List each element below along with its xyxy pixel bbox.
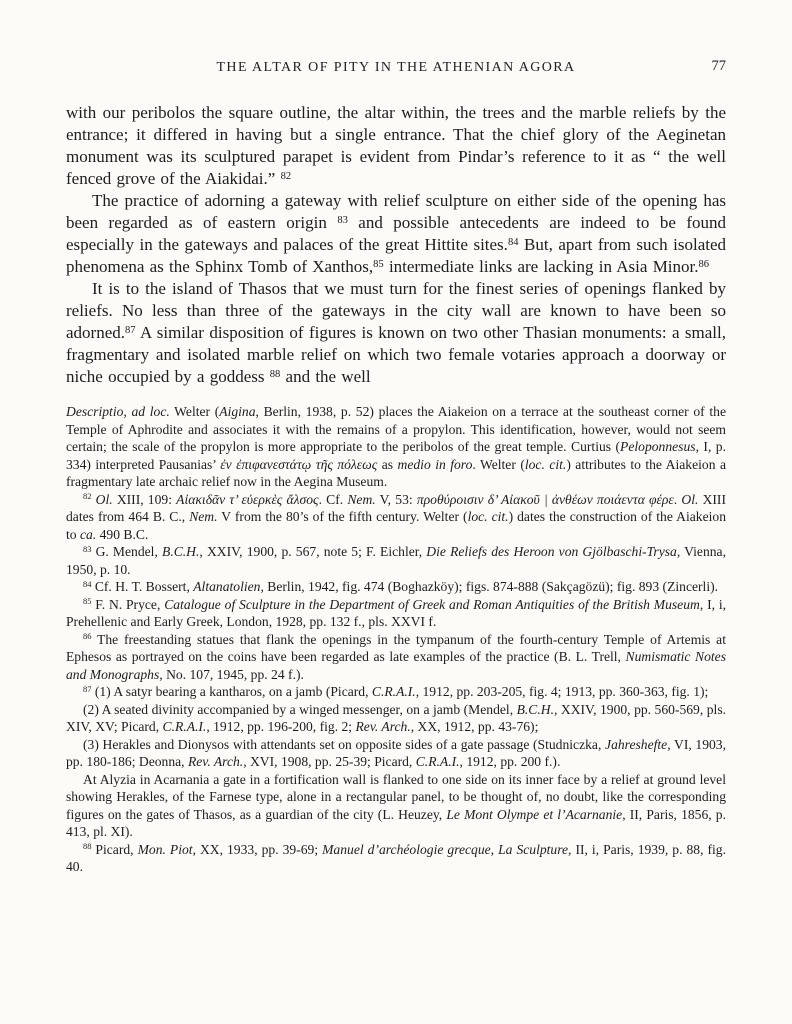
footnote-87-item-1 [66,683,726,701]
footnote-ref: 82 [280,170,292,182]
text-run: , I, i, Prehellenic and Early Greek, London, 1928, pp. 132 f., pls. XXVI f. [66,596,727,629]
text-run: , XXIV, 1900, pp. 560-569, pls. XIV, XV; Picard, [66,701,727,734]
text-run: Numismatic Notes and Monographs [66,649,726,682]
footnote-82 [66,491,726,544]
footnote-ref: 87 [83,683,92,694]
footnote-ref: 86 [698,258,710,270]
text-run: Welter ( [169,404,220,419]
footnote-87-item-3 [66,736,726,771]
text-run: and the well [280,367,371,386]
text-run: Jahreshefte [605,736,668,752]
text-run: (2) A seated divinity accompanied by a winged messenger, on a jamb (Mendel, [83,701,517,717]
text-run: Ol. [95,491,113,507]
text-run: , XX, 1912, pp. 43-76); [410,719,539,734]
text-run: Αἰακιδᾶν τ’ εὐερκὲς ἄλσος [176,491,319,507]
text-run: Nem. [347,491,376,507]
text-run: V from the 80’s of the fifth century. Welter ( [217,509,468,524]
text-run: . [673,491,682,507]
text-run: , XXIV, 1900, p. 567, note 5; F. Eichler, [199,544,427,559]
text-run: Cf. H. T. Bossert, [91,579,194,594]
text-run: A similar disposition of figures is known on two other Thasian monuments: a small, fragmentary and isolated marble relief on which two female votaries approach a doorway or niche occupied by a goddess [66,323,726,386]
text-run: B.C.H. [162,544,200,559]
body-text [66,102,726,388]
text-run: . Welter ( [472,456,525,472]
body-paragraph-2 [66,190,726,278]
footnote-84 [66,578,726,596]
text-run: , No. 107, 1945, pp. 24 f.). [159,666,304,682]
text-run: Nem. [189,509,218,524]
text-run: , XVI, 1908, pp. 25-39; Picard, [243,754,416,769]
text-run: , 1912, pp. 203-205, fig. 4; 1913, pp. 360-363, fig. 1); [415,684,709,699]
footnote-ref: 83 [83,543,92,554]
text-run: It is to the island of Thasos that we must turn for the finest series of openings flanked by reliefs. No less than three of the gateways in the city wall are known to have been so adorned. [66,279,726,342]
text-run: XIII dates from 464 B. C., [66,491,726,524]
text-run: , I, p. 334) interpreted Pausanias’ [66,439,726,472]
body-paragraph-1 [66,102,726,190]
text-run: F. N. Pryce, [91,596,165,612]
footnote-ref: 84 [83,578,92,589]
text-run: (3) Herakles and Dionysos with attendants set on opposite sides of a gate passage (Studniczka, [83,736,606,752]
footnote-ref: 84 [507,236,519,248]
body-paragraph-3 [66,278,726,388]
text-run: προθύροισιν δ’ Αἰακοῦ | ἀνθέων ποιάεντα φέρε [416,491,674,507]
text-run: ) dates the construction of the Aiakeion to [66,509,726,542]
text-run: Picard, [91,841,138,857]
footnote-ref: 82 [83,491,92,502]
text-run: Descriptio, ad loc. [66,404,170,419]
text-run: loc. cit. [467,509,509,524]
text-run: The practice of adorning a gateway with relief sculpture on either side of the opening has been regarded as of eastern origin [66,191,726,232]
text-run: (1) A satyr bearing a kantharos, on a jamb (Picard, [91,684,372,699]
text-run: Altanatolien [193,579,261,594]
text-run: Mon. Piot [137,841,193,857]
text-run: Rev. Arch. [187,754,244,769]
text-run: C.R.A.I. [415,754,460,769]
text-run: Peloponnesus [620,439,696,454]
text-run: XIII, 109: [112,491,177,507]
text-run: loc. cit. [524,456,567,472]
footnote-85 [66,596,726,631]
text-run: ca. [79,526,97,542]
footnote-81-continuation [66,403,726,491]
text-run: ἐν ἐπιφανεστάτῳ τῆς πόλεως [220,456,378,472]
footnote-83 [66,543,726,578]
footnote-ref: 83 [337,214,348,226]
text-run: , Berlin, 1938, p. 52) places the Aiakeion on a terrace at the southeast corner of the Temple of Aphrodite and associates it with the remains of a propylon. This identification, however, would not seem certain; the scale of the propylon is more appropriate to the peribolos of the great temple. Curtius ( [66,404,726,454]
footnote-88 [66,841,726,876]
running-title: THE ALTAR OF PITY IN THE ATHENIAN AGORA [216,60,576,75]
text-run: , Vienna, 1950, p. 10. [66,544,726,577]
text-run: , Berlin, 1942, fig. 474 (Boghazköy); figs. 874-888 (Sakçagözü); fig. 893 (Zincerli). [260,579,719,594]
text-run: Aigina [219,404,256,419]
text-run: G. Mendel, [91,544,163,559]
text-run: , II, i, Paris, 1939, p. 88, fig. 40. [66,841,726,874]
footnotes-section [66,403,726,876]
text-run: At Alyzia in Acarnania a gate in a fortification wall is flanked to one side on its inner face by a relief at ground level showing Herakles, of the Farnese type, alone in a rectangular panel, to be thought of, no doubt, like the corresponding figures on the gates of Thasos, as a guardian of the city (L. Heuzey, [66,771,726,822]
footnote-ref: 85 [373,258,384,270]
footnote-87-item-2 [66,701,726,736]
text-run: , XX, 1933, pp. 39-69; [192,841,323,857]
text-run: . Cf. [318,491,348,507]
text-run: as [377,456,398,472]
text-run: medio in foro [397,456,473,472]
text-run: Catalogue of Sculpture in the Department of Greek and Roman Antiquities of the British Museum [164,596,700,612]
text-run: The freestanding statues that flank the openings in the tympanum of the fourth-century Temple of Artemis at Ephesos as portrayed on the coins have been regarded as late examples of the practice (B. L. Trell, [66,631,726,664]
footnote-86 [66,631,726,684]
text-run: intermediate links are lacking in Asia Minor. [383,257,699,276]
text-run: C.R.A.I. [162,719,207,734]
text-run: ) attributes to the Aiakeion a fragmentary late archaic relief now in the Aegina Museum. [66,456,726,489]
text-run: with our peribolos the square outline, the altar within, the trees and the marble reliefs by the entrance; it differed in having but a single entrance. That the chief glory of the Aeginetan monument was its sculptured parapet is evident from Pindar’s reference to it as “ the well fenced grove of the Aiakidai.” [66,103,726,188]
text-run: Ol. [681,491,699,507]
text-run: , 1912, pp. 196-200, fig. 2; [206,719,356,734]
text-run: Manuel d’archéologie grecque, La Sculpture [322,841,569,857]
footnote-ref: 85 [83,596,92,607]
footnote-87-addendum [66,771,726,841]
text-run: V, 53: [375,491,417,507]
text-run: Rev. Arch. [355,719,411,734]
text-run: B.C.H. [516,701,554,717]
footnote-ref: 86 [83,631,92,642]
running-header [66,58,726,78]
footnote-ref: 88 [269,368,281,380]
footnote-ref: 88 [83,841,92,852]
text-run: , 1912, pp. 200 f.). [459,754,561,769]
text-run: Le Mont Olympe et l’Acarnanie [446,806,623,822]
text-run: But, apart from such isolated phenomena as the Sphinx Tomb of Xanthos, [66,235,727,276]
text-run: C.R.A.I. [371,684,416,699]
text-run: and possible antecedents are indeed to be found especially in the gateways and palaces of the great Hittite sites. [66,213,726,254]
text-run: Die Reliefs des Heroon von Gjölbaschi-Trysa [426,544,677,559]
text-run: , VI, 1903, pp. 180-186; Deonna, [66,736,727,769]
footnote-ref: 87 [125,324,136,336]
text-run: , II, Paris, 1856, p. 413, pl. XI). [66,806,727,839]
text-run: 490 B.C. [96,526,149,542]
page-number: 77 [711,58,726,74]
